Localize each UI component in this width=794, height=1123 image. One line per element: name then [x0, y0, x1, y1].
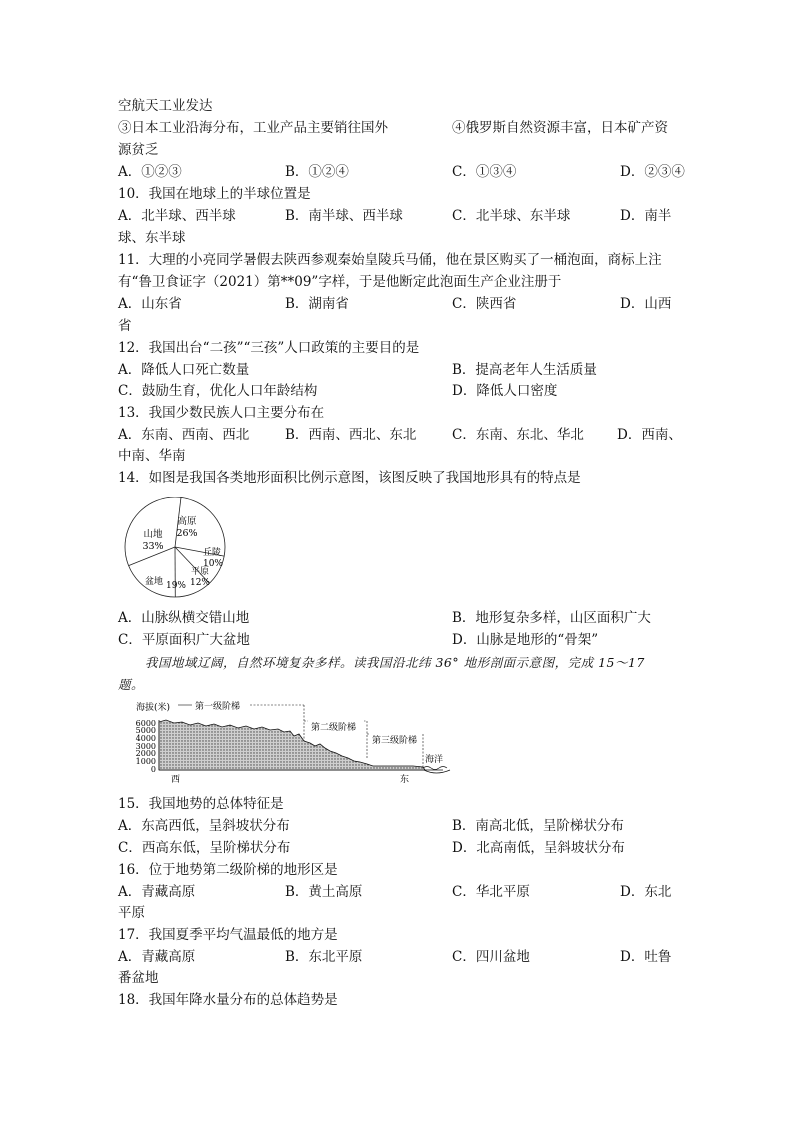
q11-option-d-wrap: 省 — [118, 318, 132, 334]
q13-option-d[interactable]: D．西南、 — [617, 427, 682, 443]
material-intro: 我国地域辽阔，自然环境复杂多样。读我国沿北纬 36° 地形剖面示意图，完成 15～17 — [145, 655, 645, 670]
q13-option-b[interactable]: B．西南、西北、东北 — [285, 427, 417, 443]
pie-pct-basin: 19% — [165, 581, 187, 591]
q16-stem: 16．位于地势第二级阶梯的地形区是 — [118, 862, 338, 878]
ocean-floor — [424, 770, 450, 773]
q14-option-d[interactable]: D．山脉是地形的“骨架” — [452, 632, 599, 648]
terrain-pie-chart — [118, 497, 258, 602]
q18-stem: 18．我国年降水量分布的总体趋势是 — [118, 992, 338, 1008]
profile-step3-label: 第三级阶梯 — [372, 736, 418, 746]
q11-option-d[interactable]: D．山西 — [620, 296, 672, 312]
profile-step1-label: 第一级阶梯 — [195, 702, 241, 712]
q12-option-b[interactable]: B．提高老年人生活质量 — [452, 362, 597, 378]
material-intro-cont: 题。 — [118, 677, 145, 692]
q17-option-b[interactable]: B．东北平原 — [285, 949, 363, 965]
profile-west-label: 西 — [171, 775, 181, 785]
q12-option-d[interactable]: D．降低人口密度 — [452, 383, 558, 399]
q14-stem: 14．如图是我国各类地形面积比例示意图，该图反映了我国地形具有的特点是 — [118, 470, 581, 486]
q10-option-a[interactable]: A．北半球、西半球 — [118, 208, 236, 224]
y-tick-0: 0 — [150, 765, 156, 774]
y-tick-1000: 1000 — [135, 757, 156, 766]
q15-option-a[interactable]: A．东高西低，呈斜坡状分布 — [118, 818, 290, 834]
q9-option-c[interactable]: C．①③④ — [452, 164, 517, 180]
q13-option-c[interactable]: C．东南、东北、华北 — [452, 427, 584, 443]
statement-4: ④俄罗斯自然资源丰富，日本矿产资 — [452, 120, 668, 136]
pie-label-plateau: 高原 — [177, 516, 197, 527]
pie-label-basin: 盆地 — [144, 577, 164, 587]
q16-option-d[interactable]: D．东北 — [620, 884, 672, 900]
q17-option-c[interactable]: C．四川盆地 — [452, 949, 530, 965]
profile-ocean-label: 海洋 — [425, 755, 444, 765]
q14-option-c[interactable]: C．平原面积广大盆地 — [118, 632, 250, 648]
q10-option-b[interactable]: B．南半球、西半球 — [285, 208, 403, 224]
pie-label-hills: 丘陵 — [202, 548, 222, 558]
pie-label-plain: 平原 — [190, 567, 210, 577]
q15-stem: 15．我国地势的总体特征是 — [118, 796, 284, 812]
q10-stem: 10．我国在地球上的半球位置是 — [118, 186, 311, 202]
statement-4-wrap: 源贫乏 — [118, 142, 159, 158]
carryover-line: 空航天工业发达 — [118, 98, 213, 114]
q12-option-a[interactable]: A．降低人口死亡数量 — [118, 362, 250, 378]
q16-option-d-wrap: 平原 — [118, 905, 145, 921]
q17-stem: 17．我国夏季平均气温最低的地方是 — [118, 927, 338, 943]
y-tick-2000: 2000 — [135, 749, 156, 758]
q9-option-d[interactable]: D．②③④ — [620, 164, 685, 180]
q11-option-b[interactable]: B．湖南省 — [285, 296, 349, 312]
q16-option-c[interactable]: C．华北平原 — [452, 884, 530, 900]
q9-option-b[interactable]: B．①②④ — [285, 164, 349, 180]
q15-option-d[interactable]: D．北高南低，呈斜坡状分布 — [452, 840, 625, 856]
q15-option-b[interactable]: B．南高北低，呈阶梯状分布 — [452, 818, 624, 834]
q11-option-c[interactable]: C．陕西省 — [452, 296, 517, 312]
q17-option-a[interactable]: A．青藏高原 — [118, 949, 196, 965]
profile-y-title: 海拔(米) — [136, 703, 171, 713]
q14-option-a[interactable]: A．山脉纵横交错山地 — [118, 610, 250, 626]
q10-option-d-wrap: 球、东半球 — [118, 230, 186, 246]
profile-east-label: 东 — [400, 775, 410, 785]
profile-step2-label: 第二级阶梯 — [311, 723, 357, 733]
pie-pct-plateau: 26% — [176, 528, 198, 539]
q9-option-a[interactable]: A．①②③ — [118, 164, 182, 180]
q13-option-d-wrap: 中南、华南 — [118, 448, 186, 464]
ocean-waves — [423, 767, 447, 770]
q16-option-a[interactable]: A．青藏高原 — [118, 884, 196, 900]
pie-pct-mountain: 33% — [142, 541, 164, 552]
q11-option-a[interactable]: A．山东省 — [118, 296, 182, 312]
profile-y-axis-ticks — [136, 719, 156, 774]
q17-option-d[interactable]: D．吐鲁 — [620, 949, 672, 965]
y-tick-4000: 4000 — [135, 734, 156, 743]
q11-stem-cont: 有“鲁卫食证字（2021）第**09”字样，于是他断定此泡面生产企业注册于 — [118, 274, 562, 290]
y-tick-5000: 5000 — [135, 726, 156, 735]
q12-stem: 12．我国出台“二孩”“三孩”人口政策的主要目的是 — [118, 340, 420, 356]
q14-option-b[interactable]: B．地形复杂多样，山区面积广大 — [452, 610, 651, 626]
y-tick-3000: 3000 — [135, 742, 156, 751]
terrain-profile-diagram — [118, 698, 458, 788]
pie-pct-plain: 12% — [189, 578, 211, 588]
pie-label-mountain: 山地 — [143, 529, 163, 540]
q12-option-c[interactable]: C．鼓励生育，优化人口年龄结构 — [118, 383, 318, 399]
q11-stem: 11．大理的小亮同学暑假去陕西参观秦始皇陵兵马俑，他在景区购买了一桶泡面，商标上注 — [118, 252, 662, 268]
q10-option-c[interactable]: C．北半球、东半球 — [452, 208, 571, 224]
q16-option-b[interactable]: B．黄土高原 — [285, 884, 363, 900]
y-tick-6000: 6000 — [135, 719, 156, 728]
q13-option-a[interactable]: A．东南、西南、西北 — [118, 427, 250, 443]
q10-option-d[interactable]: D．南半 — [620, 208, 672, 224]
statement-3: ③日本工业沿海分布，工业产品主要销往国外 — [118, 120, 388, 136]
q17-option-d-wrap: 番盆地 — [118, 970, 159, 986]
q15-option-c[interactable]: C．西高东低，呈阶梯状分布 — [118, 840, 291, 856]
pie-pct-hills: 10% — [202, 559, 224, 569]
q13-stem: 13．我国少数民族人口主要分布在 — [118, 405, 325, 421]
